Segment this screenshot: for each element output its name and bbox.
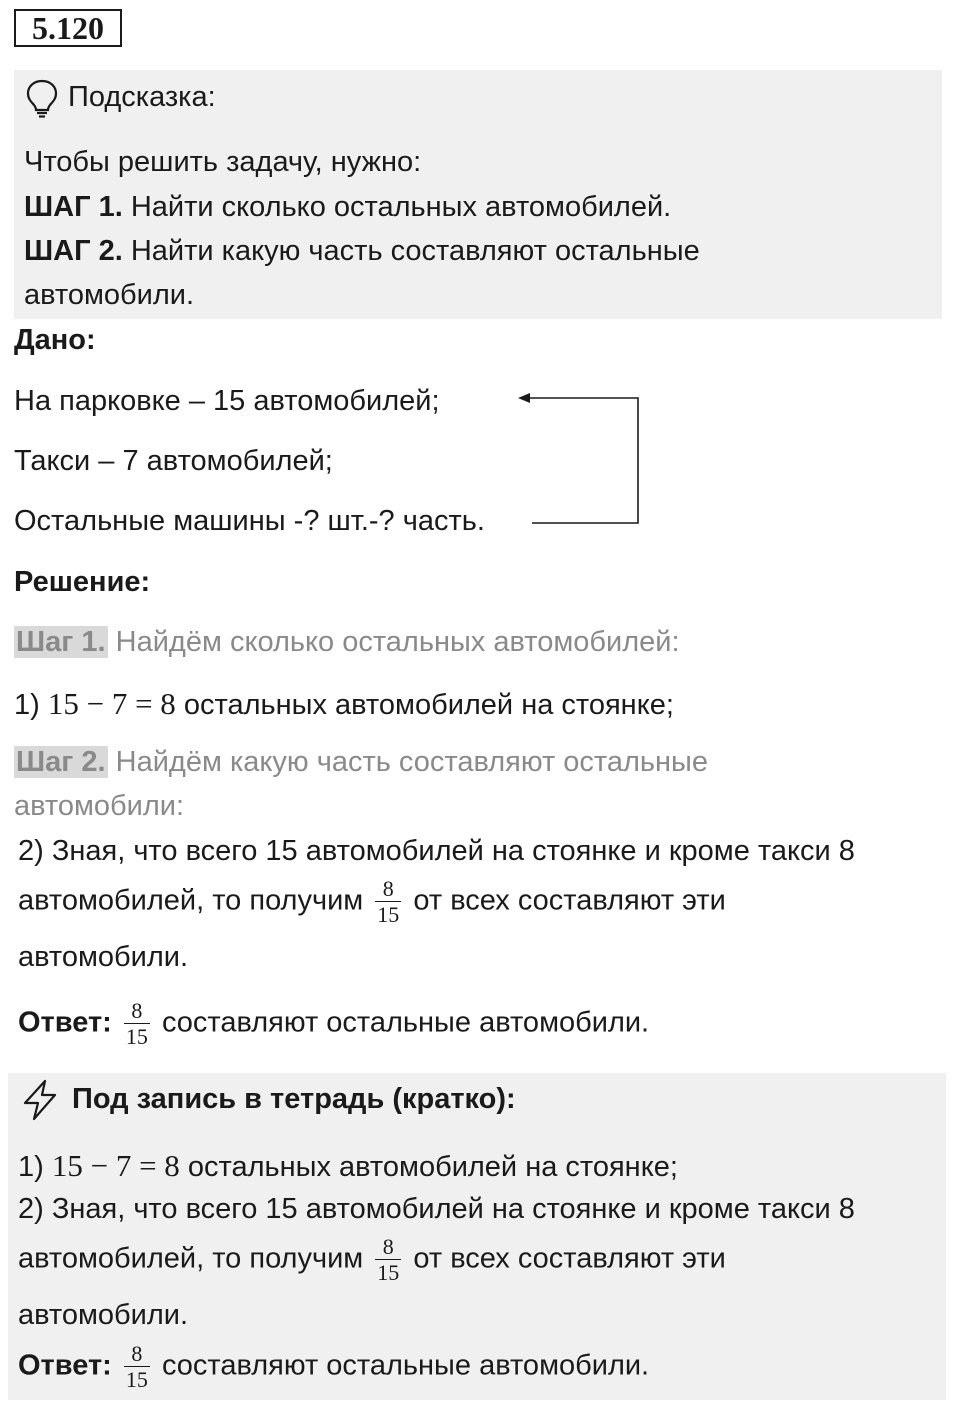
calc2-line2-prefix: автомобилей, то получим [18,884,364,917]
calc2-line2-suffix: от всех составляют эти [413,884,726,917]
solution-step2-text-cont: автомобили: [14,790,185,822]
hint-step1-label: ШАГ 1. [24,191,123,223]
notebook-answer-label: Ответ: [18,1349,112,1382]
fraction [375,876,401,928]
notebook-calc1-text: остальных автомобилей на стоянке; [179,1151,678,1183]
hint-step1-text: Найти сколько остальных автомобилей. [122,191,672,223]
notebook-answer-fraction-denominator: 15 [125,1367,148,1393]
notebook-fraction-denominator: 15 [377,1260,400,1286]
notebook-calc2-line2 [18,1234,726,1286]
notebook-fraction-numerator: 8 [375,1234,401,1260]
task-number: 5.120 [14,9,122,47]
hint-step1 [24,190,671,225]
notebook-answer [18,1341,649,1393]
solution-step2-label: Шаг 2. [16,746,106,778]
solution-step2-text: Найдём какую часть составляют остальные [107,746,709,778]
solution-step1-text: Найдём сколько остальных автомобилей: [107,626,680,658]
solution-step2 [14,745,708,780]
notebook-calc2-line2-suffix: от всех составляют эти [413,1242,726,1275]
calc1-number: 1) [14,689,48,721]
solution-step1 [14,625,680,660]
solution-calc1 [14,685,674,723]
solution-calc2-line2 [18,876,726,928]
given-heading: Дано: [14,324,96,356]
notebook-calc2-line2-prefix: автомобилей, то получим [18,1242,364,1275]
lightbulb-icon [24,78,60,118]
given-other-cars: Остальные машины -? шт.-? часть. [14,505,485,537]
answer-label: Ответ: [18,1006,112,1039]
notebook-calc1-expression: 15 − 7 = 8 [51,1148,180,1183]
notebook-calc2-line3: автомобили. [18,1299,189,1331]
solution-calc2-line1: 2) Зная, что всего 15 автомобилей на стоянке и кроме такси 8 [18,835,855,867]
given-parking: На парковке – 15 автомобилей; [14,385,440,417]
notebook-answer-text: составляют остальные автомобили. [161,1349,650,1382]
lightning-icon [20,1078,60,1122]
hint-step2-label: ШАГ 2. [24,235,123,267]
calc1-text: остальных автомобилей на стоянке; [175,689,674,721]
notebook-calc1 [18,1147,678,1185]
hint-step2-text-cont: автомобили. [24,279,195,311]
hint-title: Подсказка: [68,81,216,113]
answer-text: составляют остальные автомобили. [161,1006,650,1039]
fraction-denominator: 15 [377,902,400,928]
answer-fraction [124,998,150,1050]
notebook-title: Под запись в тетрадь (кратко): [72,1083,516,1115]
notebook-calc1-number: 1) [18,1151,52,1183]
hint-step2 [24,234,700,269]
fraction-numerator: 8 [375,876,401,902]
bracket-arrow [510,388,646,530]
notebook-answer-fraction [124,1341,150,1393]
solution-calc2-line3: автомобили. [18,941,189,973]
calc1-expression: 15 − 7 = 8 [47,686,176,721]
hint-step2-text: Найти какую часть составляют остальные [122,235,700,267]
answer-fraction-numerator: 8 [124,998,150,1024]
notebook-calc2-line1: 2) Зная, что всего 15 автомобилей на стоянке и кроме такси 8 [18,1193,855,1225]
answer-fraction-denominator: 15 [125,1024,148,1050]
hint-intro: Чтобы решить задачу, нужно: [24,146,422,178]
solution-answer [18,998,649,1050]
notebook-answer-fraction-numerator: 8 [124,1341,150,1367]
solution-step1-label: Шаг 1. [16,626,106,658]
notebook-fraction [375,1234,401,1286]
given-taxi: Такси – 7 автомобилей; [14,445,333,477]
solution-heading: Решение: [14,566,151,598]
